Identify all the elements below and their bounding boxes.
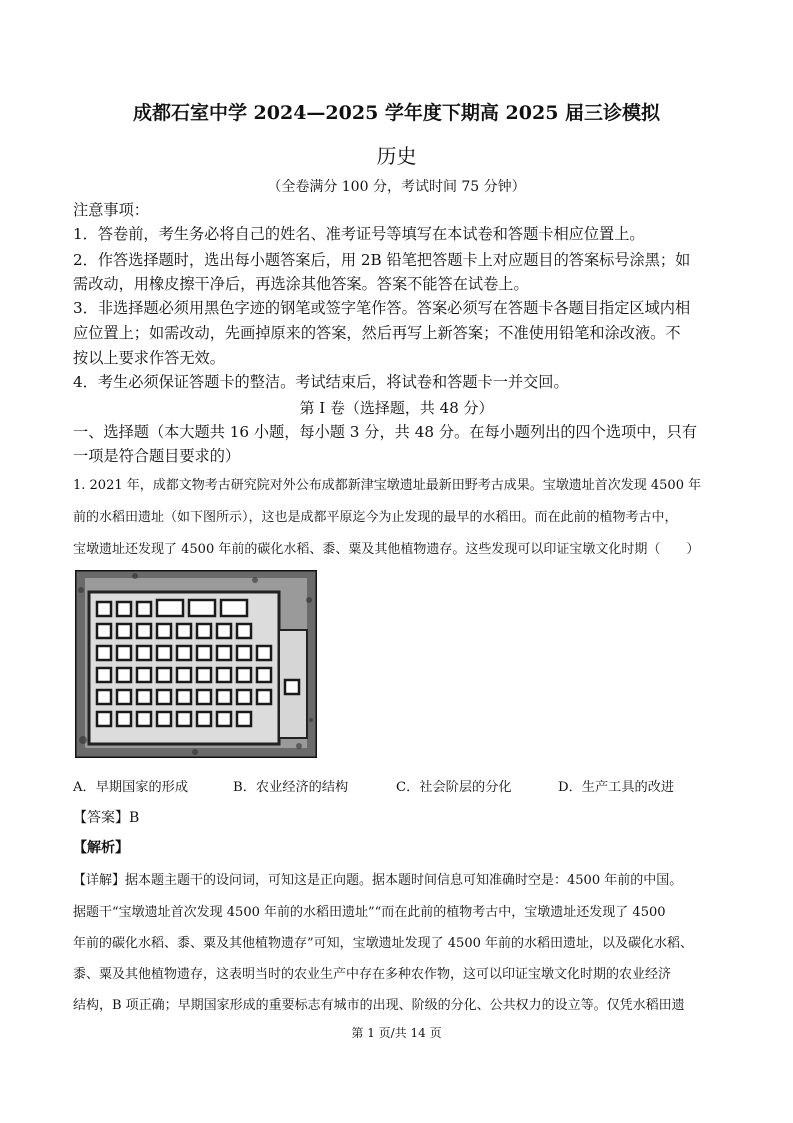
section-title: 第 I 卷（选择题，共 48 分） [299,399,494,417]
detail-line: 年前的碳化水稻、黍、粟及其他植物遗存”可知，宝墩遗址发现了 4500 年前的水稻田遗址，以及碳化水稻、 [73,936,693,951]
notice-line: 1．答卷前，考生务必将自己的姓名、准考证号等填写在本试卷和答题卡相应位置上。 [73,225,645,243]
notice-line: 按以上要求作答无效。 [73,349,225,367]
answer-label: 【答案】B [73,810,140,826]
detail-line: 据题干“宝墩遗址首次发现 4500 年前的水稻田遗址”“而在此前的植物考古中，宝墩遗址还发现了 4500 [73,905,666,920]
analysis-label: 【解析】 [73,840,129,856]
question-stem-line: 前的水稻田遗址（如下图所示），这也是成都平原迄今为止发现的最早的水稻田。而在此前的植物考古中， [73,510,678,525]
option-d[interactable]: D．生产工具的改进 [558,780,675,795]
notice-line: 需改动，用橡皮擦干净后，再选涂其他答案。答案不能答在试卷上。 [73,275,529,293]
detail-line: 黍、粟及其他植物遗存，这表明当时的农业生产中存在多种农作物，这可以印证宝墩文化时期的农业经济 [73,967,672,982]
detail-line: 【详解】据本题主题干的设问词，可知这是正向题。据本题时间信息可知准确时空是：4500 年前的中国。 [73,873,683,888]
notice-line: 4．考生必须保证答题卡的整洁。考试结束后，将试卷和答题卡一并交回。 [73,373,569,391]
detail-line: 结构，B 项正确；早期国家形成的重要标志有城市的出现、阶级的分化、公共权力的设立等。仅凭水稻田遗 [73,998,685,1013]
question-stem-line: 宝墩遗址还发现了 4500 年前的碳化水稻、黍、粟及其他植物遗存。这些发现可以印证宝墩文化时期（ ） [73,542,700,557]
notice-line: 3．非选择题必须用黑色字迹的钢笔或签字笔作答。答案必须写在答题卡各题目指定区域内相 [73,299,691,317]
notice-heading: 注意事项： [73,201,149,219]
notice-line: 应位置上；如需改动，先画掉原来的答案，然后再写上新答案；不准使用铅笔和涂改液。不 [73,324,681,342]
notice-line: 2．作答选择题时，选出每小题答案后，用 2B 铅笔把答题卡上对应题目的答案标号涂黑；如 [73,251,691,269]
option-c[interactable]: C．社会阶层的分化 [396,780,512,795]
subject-title: 历史 [376,144,417,168]
section-intro: 一、选择题（本大题共 16 小题，每小题 3 分，共 48 分。在每小题列出的四个选项中，只有 [73,423,698,441]
option-b[interactable]: B．农业经济的结构 [233,780,349,795]
exam-title: 成都石室中学 2024—2025 学年度下期高 2025 届三诊模拟 [132,102,661,124]
options-row [73,776,733,795]
paddy-field-photo [75,570,317,758]
page-number: 第 1 页/共 14 页 [351,1026,442,1040]
option-a[interactable]: A．早期国家的形成 [73,780,189,795]
score-note: （全卷满分 100 分，考试时间 75 分钟） [267,179,526,195]
section-intro: 一项是符合题目要求的） [73,447,241,465]
question-stem-line: 1. 2021 年，成都文物考古研究院对外公布成都新津宝墩遗址最新田野考古成果。宝墩遗址首次发现 4500 年 [73,478,702,493]
